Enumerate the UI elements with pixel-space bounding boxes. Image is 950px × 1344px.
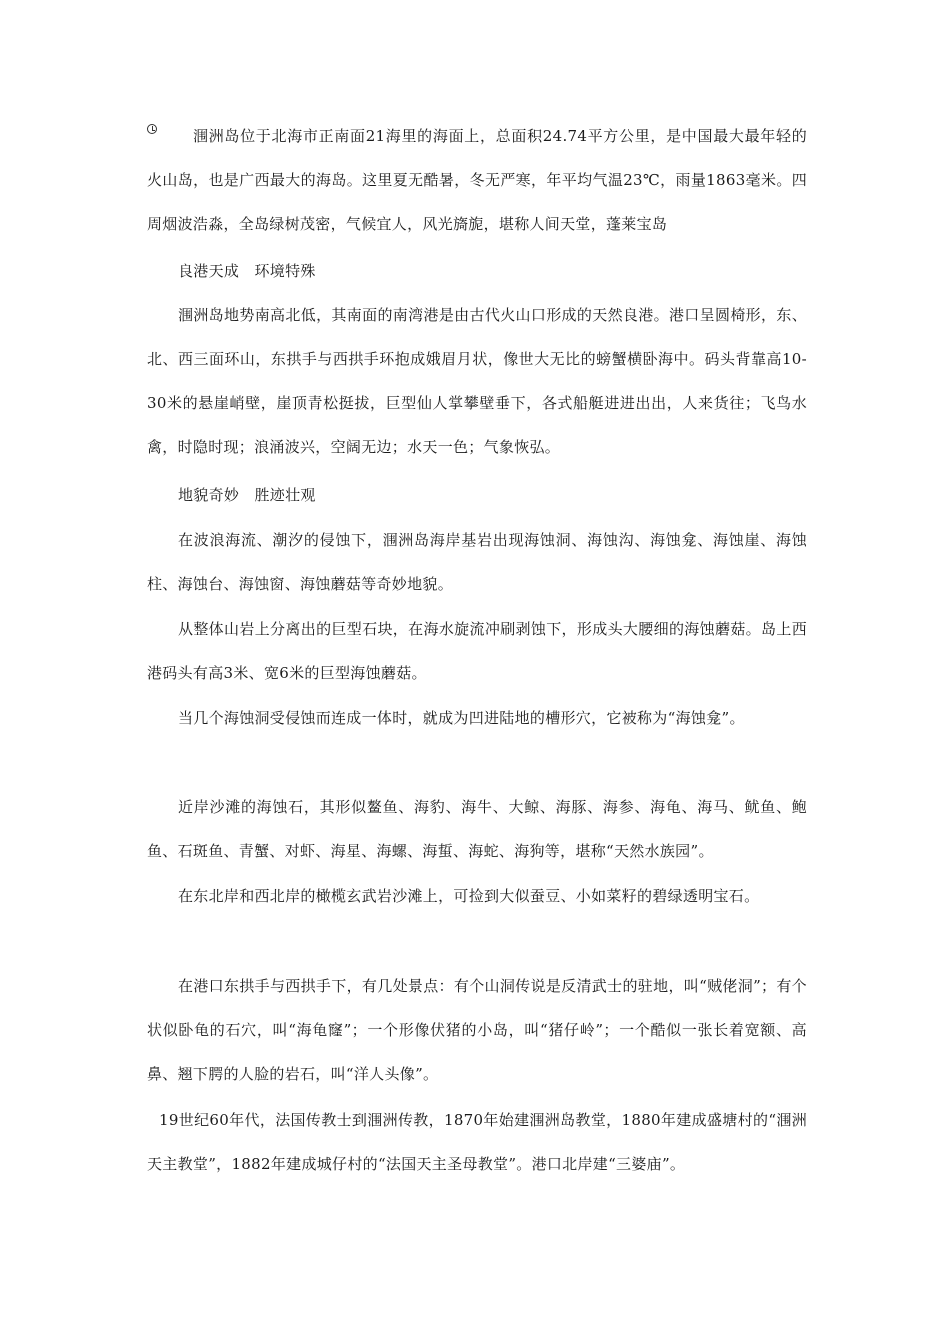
paragraph-harbor: 涠洲岛地势南高北低，其南面的南湾港是由古代火山口形成的天然良港。港口呈圆椅形，东、北、西三面环山，东拱手与西拱手环抱成娥眉月状，像世大无比的螃蟹横卧海中。码头背靠高10-30米的悬崖峭壁，崖顶青松挺拔，巨型仙人掌攀壁垂下，各式船艇进进出出，人来货往；飞鸟水禽，时隐时现；浪涌波兴，空阔无边；水天一色；气象恢弘。 — [147, 306, 807, 456]
paragraph-sea-mushroom: 从整体山岩上分离出的巨型石块，在海水旋流冲刷剥蚀下，形成头大腰细的海蚀蘑菇。岛上西港码头有高3米、宽6米的巨型海蚀蘑菇。 — [147, 620, 807, 682]
paragraph-scenic-spots: 在港口东拱手与西拱手下，有几处景点：有个山洞传说是反清武士的驻地，叫“贼佬洞”；有个状似卧龟的石穴，叫“海龟窿”；一个形像伏猪的小岛，叫“猪仔岭”；一个酷似一张长着宽额、高鼻、翘下腭的人脸的岩石，叫“洋人头像”。 — [147, 977, 807, 1083]
section-heading-harbor: 良港天成 环境特殊 — [178, 262, 316, 280]
paragraph-gemstones: 在东北岸和西北岸的橄榄玄武岩沙滩上，可捡到大似蚕豆、小如菜籽的碧绿透明宝石。 — [178, 887, 760, 905]
paragraph-churches: 19世纪60年代，法国传教士到涠洲传教，1870年始建涠洲岛教堂，1880年建成盛塘村的“涠洲天主教堂”，1882年建成城仔村的“法国天主圣母教堂”。港口北岸建“三婆庙”。 — [147, 1111, 807, 1173]
paragraph-sea-niche: 当几个海蚀洞受侵蚀而连成一体时，就成为凹进陆地的槽形穴，它被称为“海蚀龛”。 — [178, 709, 745, 727]
paragraph-erosion: 在波浪海流、潮汐的侵蚀下，涠洲岛海岸基岩出现海蚀洞、海蚀沟、海蚀龛、海蚀崖、海蚀柱、海蚀台、海蚀窗、海蚀蘑菇等奇妙地貌。 — [147, 531, 807, 593]
paragraph-sea-stones: 近岸沙滩的海蚀石，其形似鳌鱼、海豹、海牛、大鲸、海豚、海参、海龟、海马、鱿鱼、鲍鱼、石斑鱼、青蟹、对虾、海星、海螺、海蜇、海蛇、海狗等，堪称“天然水族园”。 — [147, 798, 807, 860]
section-heading-landforms: 地貌奇妙 胜迹壮观 — [178, 486, 316, 504]
paragraph-island-intro: 涠洲岛位于北海市正南面21海里的海面上，总面积24.74平方公里，是中国最大最年轻的火山岛，也是广西最大的海岛。这里夏无酷暑，冬无严寒，年平均气温23℃，雨量1863毫米。四周烟波浩淼，全岛绿树茂密，气候宜人，风光旖旎，堪称人间天堂，蓬莱宝岛 — [147, 127, 807, 233]
